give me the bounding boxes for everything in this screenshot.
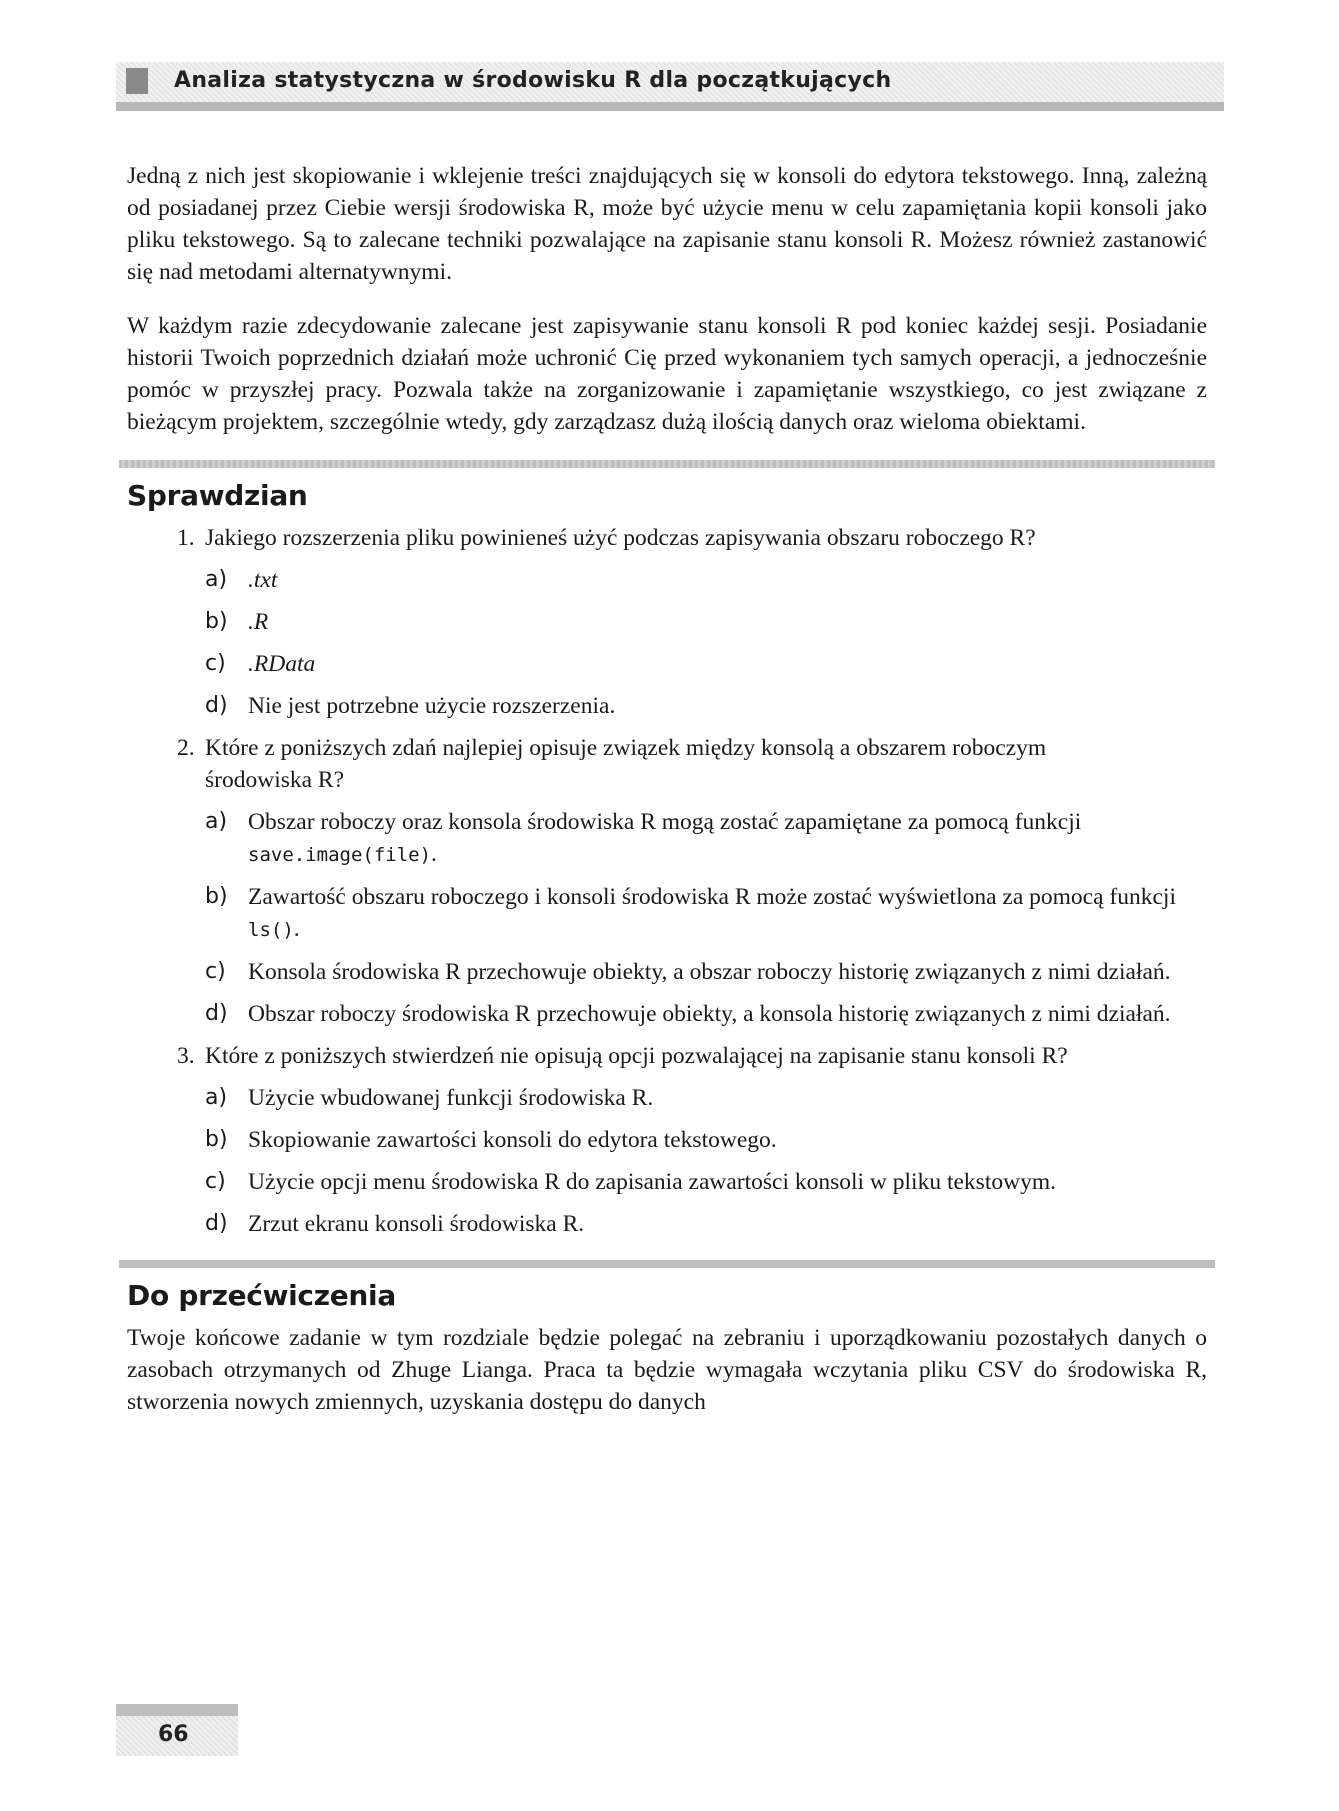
section-divider-quiz [119,460,1215,468]
header-rule [116,102,1224,111]
option-label: a) [205,809,228,834]
quiz-title: Sprawdzian [127,479,308,512]
option-1c [127,648,1178,680]
option-2b [127,881,1178,946]
question-number: 2. [177,735,195,761]
question-number: 3. [177,1043,195,1069]
option-label: c) [205,1169,226,1194]
option-text: Skopiowanie zawartości konsoli do edytora tekstowego. [248,1127,777,1153]
option-1b [127,606,1178,638]
question-3 [127,1040,1135,1072]
option-label: c) [205,959,226,984]
option-1d [127,690,1178,722]
running-header-title: Analiza statystyczna w środowisku R dla początkujących [174,68,892,93]
option-text: Użycie wbudowanej funkcji środowiska R. [248,1085,654,1111]
option-1a [127,564,1178,596]
section-divider-exercise [119,1260,1215,1268]
question-text: Które z poniższych zdań najlepiej opisuje związek między konsolą a obszarem roboczym środowiska R? [205,735,1047,793]
question-1 [127,522,1135,554]
option-label: a) [205,1085,228,1110]
question-1-options [127,564,1207,722]
option-label: b) [205,884,228,909]
option-text: Zrzut ekranu konsoli środowiska R. [248,1211,585,1237]
option-label: b) [205,1127,228,1152]
option-3c [127,1166,1178,1198]
option-text: Obszar roboczy środowiska R przechowuje obiekty, a konsola historię związanych z nimi działań. [248,1001,1171,1027]
option-label: d) [205,1001,228,1026]
option-text-end: . [431,841,437,867]
question-2 [127,732,1135,796]
option-label: a) [205,567,228,592]
option-label: d) [205,693,228,718]
exercise-text: Twoje końcowe zadanie w tym rozdziale będzie polegać na zebraniu i uporządkowaniu pozostałych danych o zasobach otrzymanych od Zhuge Lianga. Praca ta będzie wymagała wczytania pliku CSV do środowiska R, stworzenia nowych zmiennych, uzyskania dostępu do danych [127,1325,1207,1415]
option-text: Obszar roboczy oraz konsola środowiska R mogą zostać zapamiętane za pomocą funkcji [248,809,1082,835]
option-3b [127,1124,1178,1156]
option-2c [127,956,1178,988]
option-text: .R [248,609,269,635]
question-3-options [127,1082,1207,1240]
question-number: 1. [177,525,195,551]
question-text: Które z poniższych stwierdzeń nie opisują opcji pozwalającej na zapisanie stanu konsoli R? [205,1043,1068,1069]
option-2d [127,998,1178,1030]
option-text: Zawartość obszaru roboczego i konsoli środowiska R może zostać wyświetlona za pomocą funkcji [248,884,1176,910]
option-3d [127,1208,1178,1240]
question-2-options [127,806,1207,1030]
option-3a [127,1082,1178,1114]
option-text-end: . [293,916,300,942]
option-label: b) [205,609,228,634]
folio-bar [116,1704,238,1716]
option-text: Użycie opcji menu środowiska R do zapisania zawartości konsoli w pliku tekstowym. [248,1169,1056,1195]
option-text: Nie jest potrzebne użycie rozszerzenia. [248,693,616,719]
running-header [116,62,1224,102]
question-text: Jakiego rozszerzenia pliku powinieneś użyć podczas zapisywania obszaru roboczego R? [205,525,1036,551]
header-square-icon [126,68,148,94]
option-text: Konsola środowiska R przechowuje obiekty, a obszar roboczy historię związanych z nimi działań. [248,959,1171,985]
page-number: 66 [158,1722,189,1747]
option-code: ls() [248,919,294,941]
option-text: .RData [248,651,316,677]
option-code: save.image(file) [248,844,432,866]
option-text: .txt [248,567,278,593]
paragraph-1: Jedną z nich jest skopiowanie i wklejenie treści znajdujących się w konsoli do edytora tekstowego. Inną, zależną od posiadanej przez Ciebie wersji środowiska R, może być użycie menu w celu zapamiętania kopii konsoli jako pliku tekstowego. Są to zalecane techniki pozwalające na zapisanie stanu konsoli R. Możesz również zastanowić się nad metodami alternatywnymi. [127,163,1207,285]
option-2a [127,806,1178,871]
paragraph-2: W każdym razie zdecydowanie zalecane jest zapisywanie stanu konsoli R pod koniec każdej sesji. Posiadanie historii Twoich poprzednich działań może uchronić Cię przed wykonaniem tych samych operacji, a jednocześnie pomóc w przyszłej pracy. Pozwala także na zorganizowanie i zapamiętanie wszystkiego, co jest związane z bieżącym projektem, szczególnie wtedy, gdy zarządzasz dużą ilością danych oraz wieloma obiektami. [127,313,1207,435]
option-label: d) [205,1211,228,1236]
option-label: c) [205,651,226,676]
exercise-title: Do przećwiczenia [127,1279,396,1312]
page-content [127,160,1207,1440]
